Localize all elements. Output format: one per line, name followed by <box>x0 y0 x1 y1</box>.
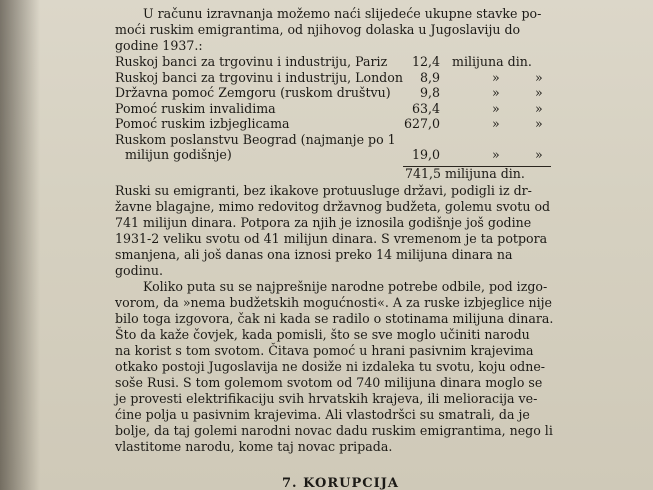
text-line: je provesti elektrifikaciju svih hrvatskih krajeva, ili melioracija ve- <box>115 390 538 406</box>
row-value: 19,0 <box>411 146 440 162</box>
section-heading: 7. KORUPCIJA <box>282 476 399 490</box>
text-line: vorom, da »nema budžetskih mogućnosti«. A za ruske izbjeglice nije <box>115 294 552 310</box>
text-line: Ruski su emigranti, bez ikakove protuusluge državi, podigli iz dr- <box>115 182 532 198</box>
table-row <box>115 132 555 163</box>
row-label: Pomoć ruskim izbjeglicama <box>115 116 290 131</box>
table-total: 741,5 milijuna din. <box>405 165 525 181</box>
ditto-mark: » <box>535 85 543 100</box>
ditto-mark: » <box>535 116 543 131</box>
row-label: Pomoć ruskim invalidima <box>115 100 276 116</box>
text-line: na korist s tom svotom. Čitava pomoć u hrani pasivnim krajevima <box>115 342 534 358</box>
ditto-mark: » <box>535 100 543 116</box>
paragraph-1 <box>115 183 555 279</box>
text-line: otkako postoji Jugoslavija ne dosiže ni izdaleka tu svotu, koju odne- <box>115 358 546 374</box>
row-label: Ruskoj banci za trgovinu i industriju, Pariz <box>115 54 388 69</box>
ditto-mark: » <box>492 100 500 116</box>
row-value: 63,4 <box>411 100 440 116</box>
text-line: Što da kaže čovjek, kada pomisli, što se sve moglo učiniti narodu <box>115 326 530 342</box>
table-row <box>115 101 555 117</box>
text-line: bolje, da taj golemi narodni novac dadu ruskim emigrantima, nego li <box>115 422 553 438</box>
row-label: Ruskoj banci za trgovinu i industriju, London <box>115 69 403 85</box>
text-line: moći ruskim emigrantima, od njihovog dolaska u Jugoslaviju do <box>115 22 521 37</box>
row-unit: milijuna din. <box>452 54 532 69</box>
text-line: bilo toga izgovora, čak ni kada se radilo o stotinama milijuna dinara. <box>115 310 554 326</box>
text-line: Koliko puta su se najprešnije narodne potrebe odbile, pod izgo- <box>143 278 548 294</box>
page-text <box>115 6 555 455</box>
row-value: 12,4 <box>411 54 440 69</box>
row-label-continued: milijun godišnje) <box>125 146 232 162</box>
row-label: Ruskom poslanstvu Beograd (najmanje po 1 <box>115 131 396 147</box>
text-line: soše Rusi. S tom golemom svotom od 740 milijuna dinara moglo se <box>115 374 543 390</box>
table-row <box>115 54 555 70</box>
row-value: 627,0 <box>403 116 440 131</box>
text-line: 1931-2 veliku svotu od 41 milijun dinara. S vremenom je ta potpora <box>115 230 548 246</box>
table-row <box>115 116 555 132</box>
ditto-mark: » <box>535 146 543 162</box>
text-line: 741 milijun dinara. Potpora za njih je iznosila godišnje još godine <box>115 214 532 230</box>
table-total-row <box>115 166 555 183</box>
row-value: 9,8 <box>419 85 440 100</box>
row-value: 8,9 <box>419 69 440 85</box>
intro-paragraph <box>115 6 555 54</box>
table-row <box>115 85 555 101</box>
table-row <box>115 70 555 86</box>
text-line: ćine polja u pasivnim krajevima. Ali vlastodršci su smatrali, da je <box>115 406 530 422</box>
text-line: U računu izravnanja možemo naći slijedeće ukupne stavke po- <box>143 6 542 21</box>
text-line: žavne blagajne, mimo redovitog državnog budžeta, golemu svotu od <box>115 198 551 214</box>
text-line: godinu. <box>115 262 163 278</box>
ditto-mark: » <box>492 116 500 131</box>
ditto-mark: » <box>535 69 543 85</box>
text-line: smanjena, ali još danas ona iznosi preko 14 milijuna dinara na <box>115 246 513 262</box>
ditto-mark: » <box>492 69 500 85</box>
row-label: Državna pomoć Zemgoru (ruskom društvu) <box>115 85 391 100</box>
aid-table <box>115 54 555 183</box>
ditto-mark: » <box>492 85 500 100</box>
text-line: vlastitome narodu, kome taj novac pripada. <box>115 438 393 454</box>
ditto-mark: » <box>492 146 500 162</box>
text-line: godine 1937.: <box>115 38 203 53</box>
page-edge-shadow <box>0 0 40 490</box>
paragraph-2 <box>115 279 555 455</box>
